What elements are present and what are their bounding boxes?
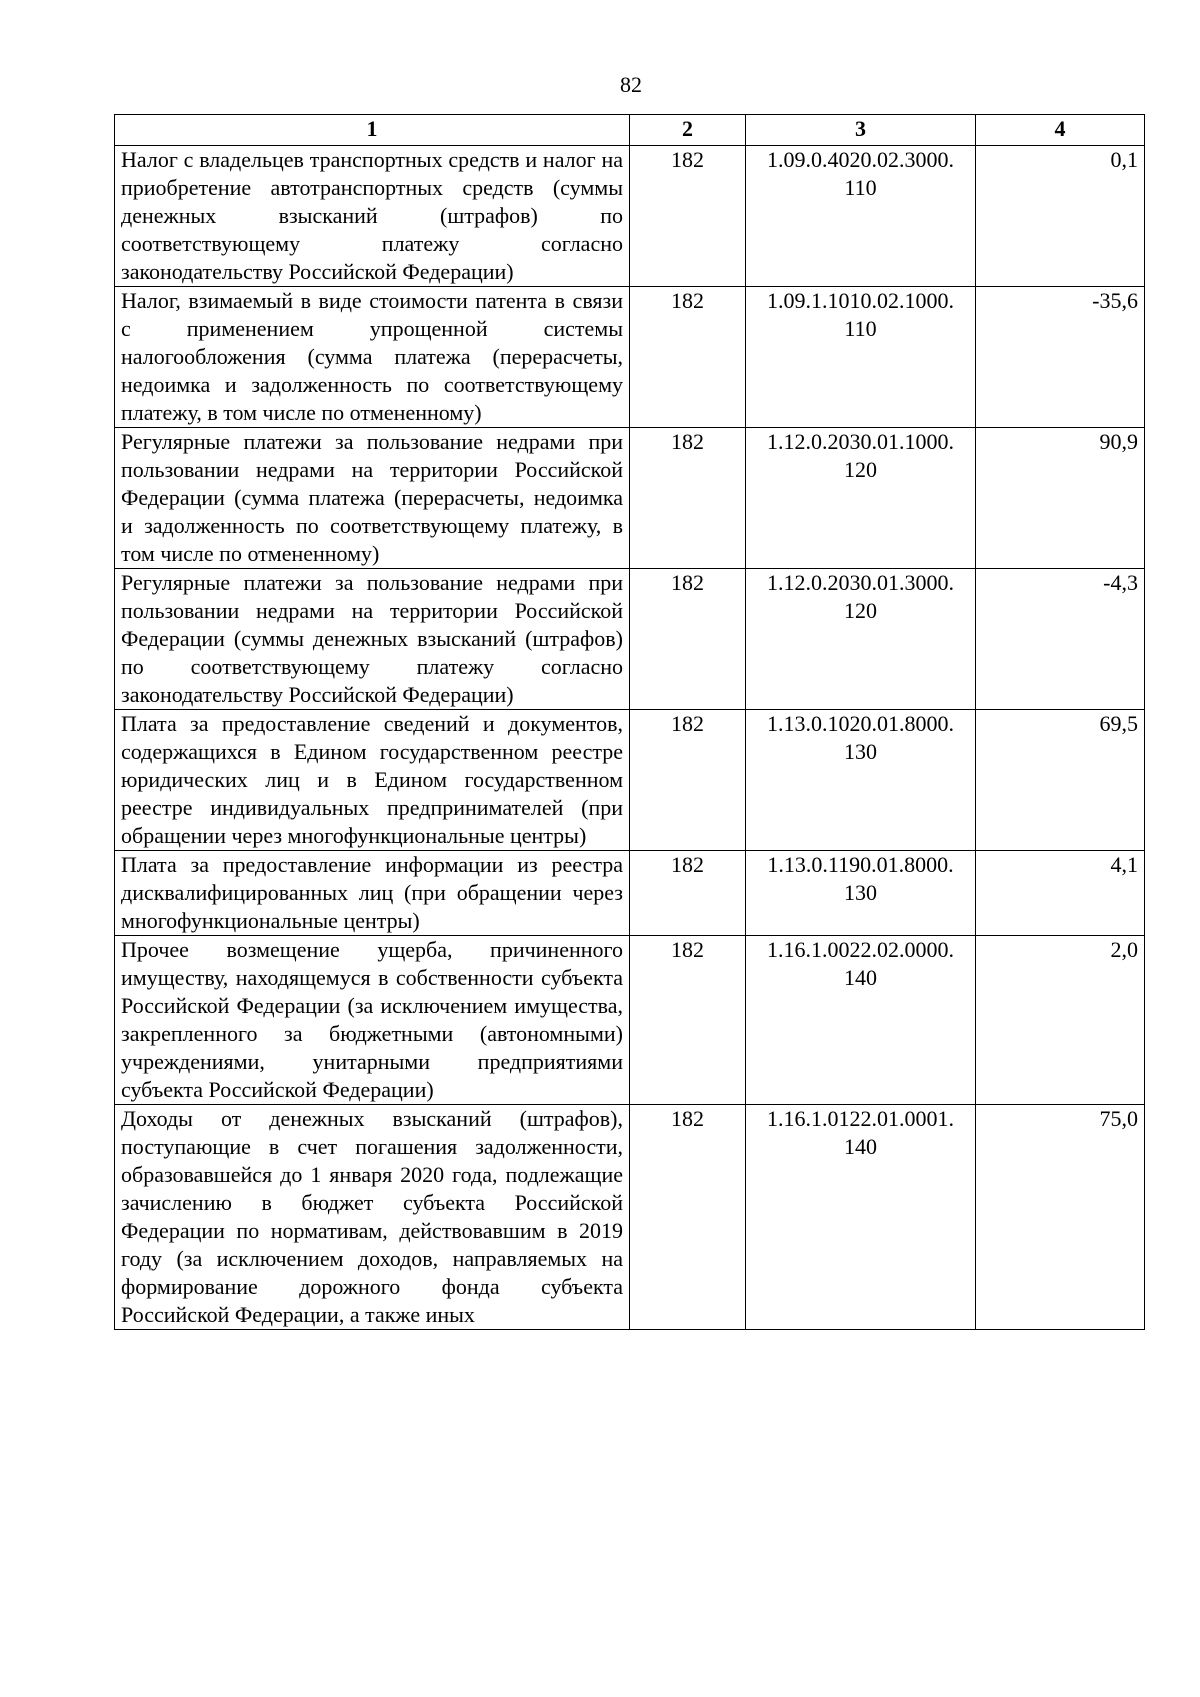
table-row [115,569,1145,710]
column-header-1: 1 [115,115,630,146]
admin-code-cell: 182 [630,287,746,428]
table-row [115,851,1145,936]
budget-code-cell: 1.13.0.1020.01.8000. 130 [746,710,976,851]
budget-code-cell: 1.16.1.0022.02.0000. 140 [746,936,976,1105]
budget-code-cell: 1.09.0.4020.02.3000. 110 [746,146,976,287]
amount-cell: 4,1 [976,851,1145,936]
revenue-name-cell: Плата за предоставление сведений и документов, содержащихся в Едином государственном реестре юридических лиц и в Едином государственном реестре индивидуальных предпринимателей (при обращении через многофункциональные центры) [115,710,630,851]
revenue-table [114,114,1145,1330]
admin-code-cell: 182 [630,851,746,936]
table-row [115,146,1145,287]
revenue-name-cell: Доходы от денежных взысканий (штрафов), поступающие в счет погашения задолженности, образовавшейся до 1 января 2020 года, подлежащие зачислению в бюджет субъекта Российской Федерации по нормативам, действовавшим в 2019 году (за исключением доходов, направляемых на формирование дорожного фонда субъекта Российской Федерации, а также иных [115,1105,630,1330]
table-row [115,710,1145,851]
revenue-name-cell: Регулярные платежи за пользование недрами при пользовании недрами на территории Российской Федерации (суммы денежных взысканий (штрафов) по соответствующему платежу согласно законодательству Российской Федерации) [115,569,630,710]
table-body [115,146,1145,1330]
page-number: 82 [620,72,642,97]
budget-code-cell: 1.13.0.1190.01.8000. 130 [746,851,976,936]
revenue-name-cell: Плата за предоставление информации из реестра дисквалифицированных лиц (при обращении через многофункциональные центры) [115,851,630,936]
table-header [115,115,1145,146]
budget-code-cell: 1.12.0.2030.01.1000. 120 [746,428,976,569]
column-header-3: 3 [746,115,976,146]
column-header-4: 4 [976,115,1145,146]
budget-code-cell: 1.12.0.2030.01.3000. 120 [746,569,976,710]
table-row [115,287,1145,428]
table-row [115,1105,1145,1330]
admin-code-cell: 182 [630,936,746,1105]
admin-code-cell: 182 [630,569,746,710]
column-header-2: 2 [630,115,746,146]
revenue-name-cell: Регулярные платежи за пользование недрами при пользовании недрами на территории Российской Федерации (сумма платежа (перерасчеты, недоимка и задолженность по соответствующему платежу, в том числе по отмененному) [115,428,630,569]
amount-cell: 75,0 [976,1105,1145,1330]
amount-cell: 69,5 [976,710,1145,851]
admin-code-cell: 182 [630,428,746,569]
table-row [115,936,1145,1105]
admin-code-cell: 182 [630,146,746,287]
header-row [115,115,1145,146]
budget-code-cell: 1.16.1.0122.01.0001. 140 [746,1105,976,1330]
amount-cell: 2,0 [976,936,1145,1105]
amount-cell: 0,1 [976,146,1145,287]
amount-cell: -35,6 [976,287,1145,428]
admin-code-cell: 182 [630,710,746,851]
admin-code-cell: 182 [630,1105,746,1330]
amount-cell: -4,3 [976,569,1145,710]
revenue-name-cell: Налог, взимаемый в виде стоимости патента в связи с применением упрощенной системы налогообложения (сумма платежа (перерасчеты, недоимка и задолженность по соответствующему платежу, в том числе по отмененному) [115,287,630,428]
revenue-name-cell: Прочее возмещение ущерба, причиненного имуществу, находящемуся в собственности субъекта Российской Федерации (за исключением имущества, закрепленного за бюджетными (автономными) учреждениями, унитарными предприятиями субъекта Российской Федерации) [115,936,630,1105]
amount-cell: 90,9 [976,428,1145,569]
table-row [115,428,1145,569]
revenue-name-cell: Налог с владельцев транспортных средств и налог на приобретение автотранспортных средств (суммы денежных взысканий (штрафов) по соответствующему платежу согласно законодательству Российской Федерации) [115,146,630,287]
budget-code-cell: 1.09.1.1010.02.1000. 110 [746,287,976,428]
